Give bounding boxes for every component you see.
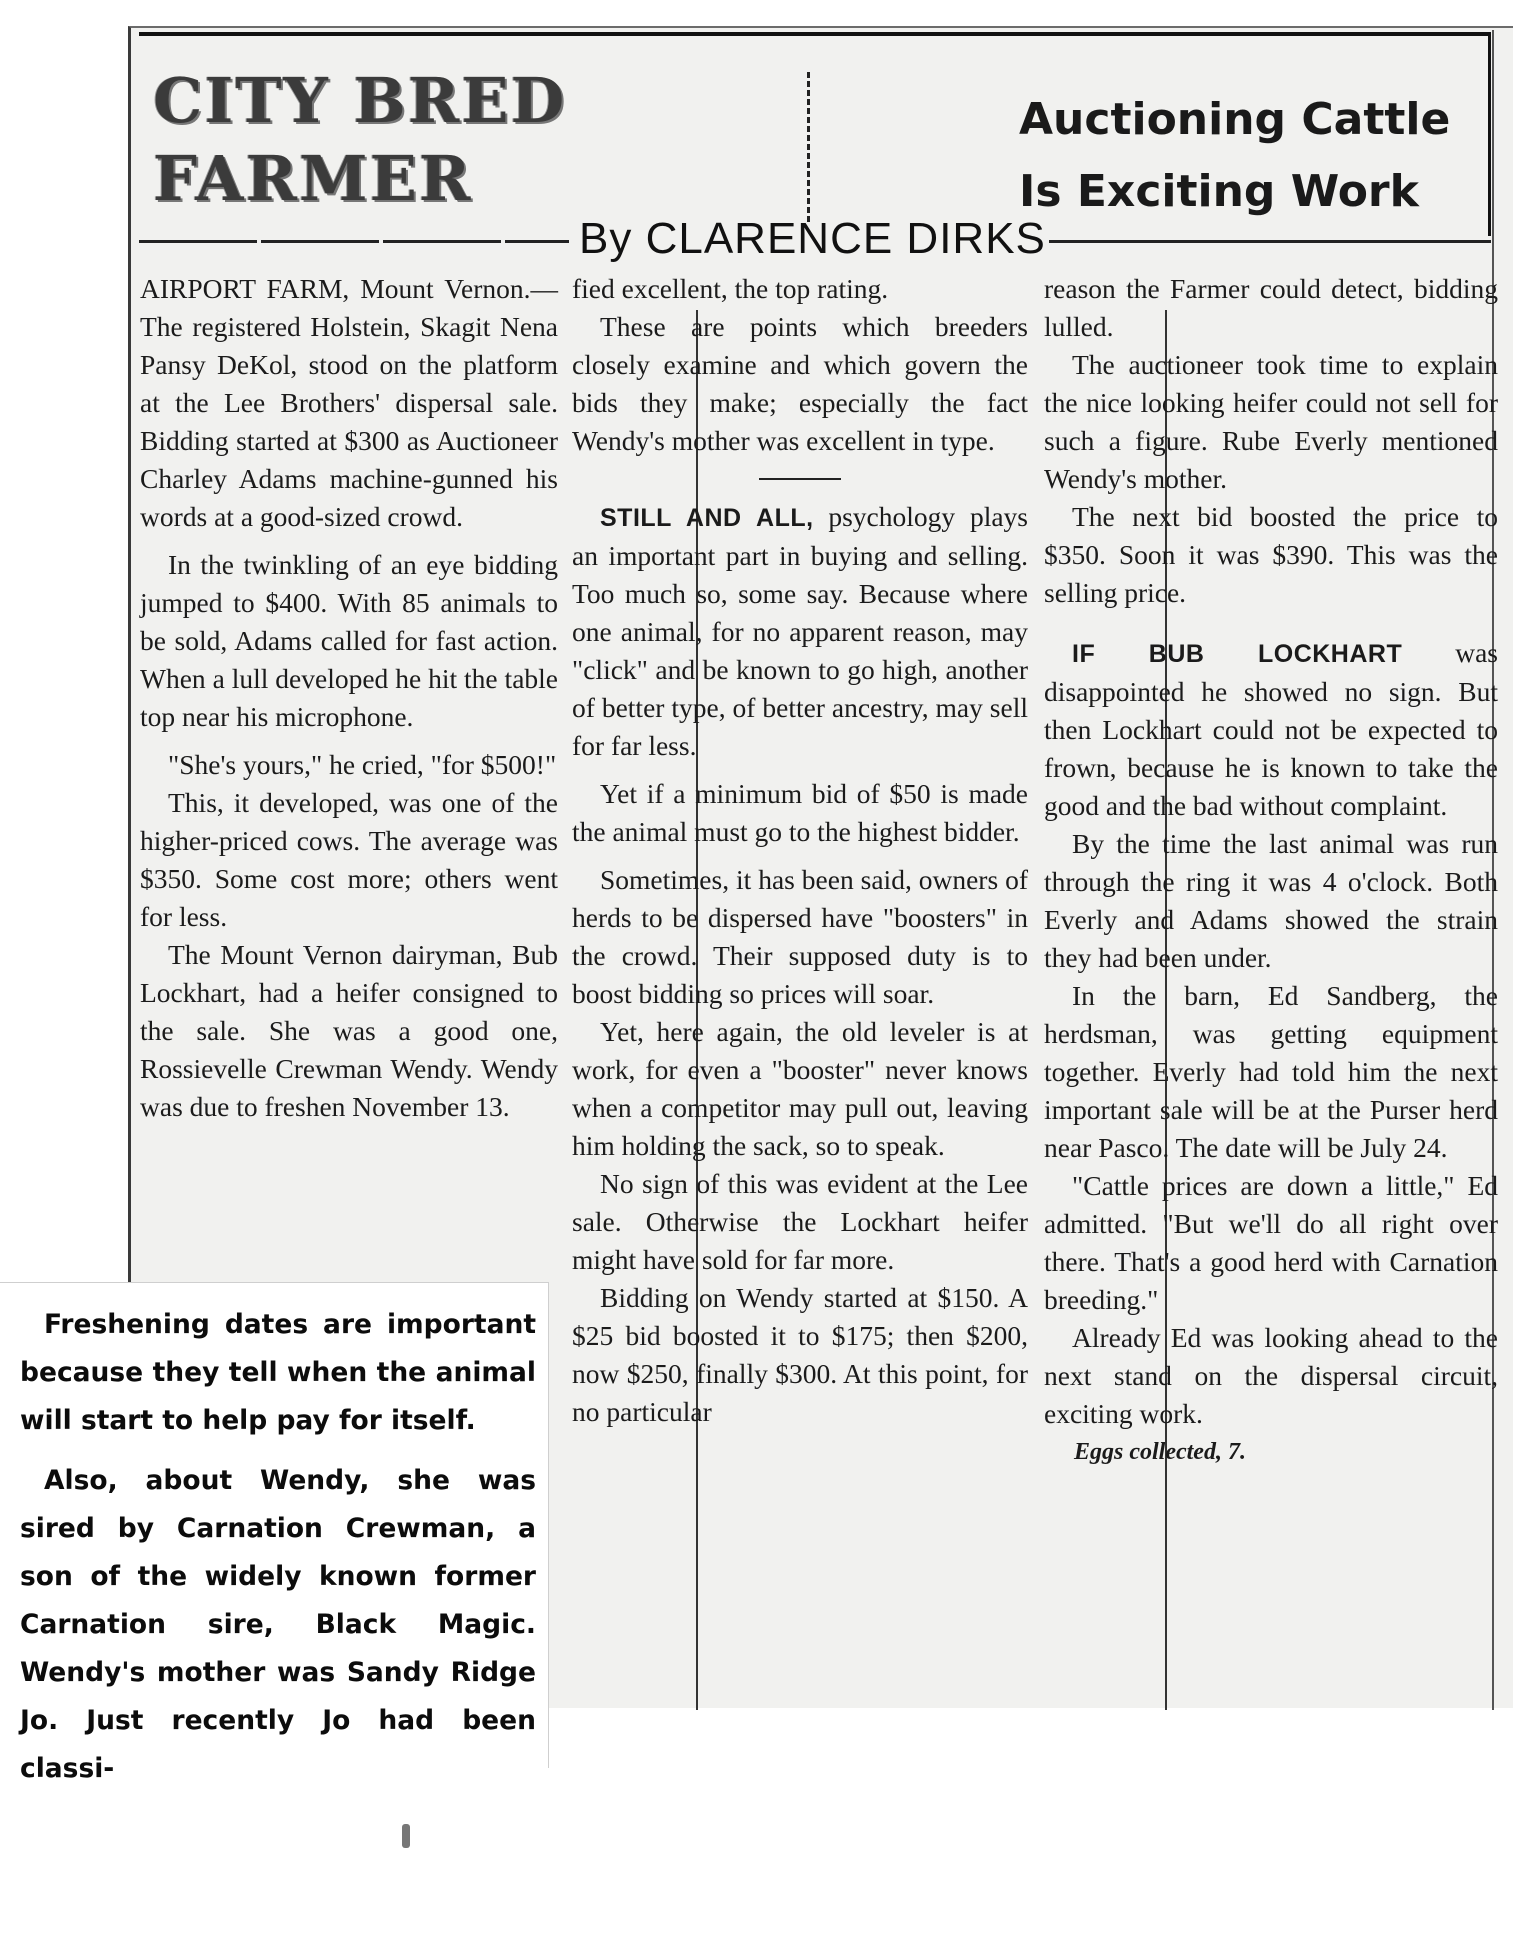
paragraph: AIRPORT FARM, Mount Vernon.—The registered Holstein, Skagit Nena Pansy DeKol, stood on the platform at the Lee Brothers' dispersal sale. Bidding started at $300 as Auctioneer Charley Adams machine-gunned his words at a good-sized crowd. <box>140 273 558 532</box>
paragraph: The Mount Vernon dairyman, Bub Lockhart, had a heifer consigned to the sale. She was a good one, Rossievelle Crewman Wendy. Wendy was due to freshen November 13. <box>140 939 558 1122</box>
scan-speck <box>402 1824 410 1848</box>
headline-line-1: Auctioning Cattle <box>1019 94 1451 145</box>
column-header <box>139 32 1491 263</box>
paragraph: These are points which breeders closely examine and which govern the bids they make; especially the fact Wendy's mother was excellent in type. <box>572 311 1028 456</box>
paragraph: Yet if a minimum bid of $50 is made the animal must go to the highest bidder. <box>572 778 1028 847</box>
lead-text: was disappointed he showed no sign. But then Lockhart could not be expected to frown, because he is known to take the good and the bad without complaint. <box>1044 637 1498 821</box>
paragraph: Yet, here again, the old leveler is at work, for even a "booster" never knows when a competitor may pull out, leaving him holding the sack, so to speak. <box>572 1016 1028 1161</box>
article-column-1 <box>140 270 558 1126</box>
paragraph: By the time the last animal was run through the ring it was 4 o'clock. Both Everly and Adams showed the strain they had been under. <box>1044 828 1498 973</box>
paragraph: reason the Farmer could detect, bidding lulled. <box>1044 273 1498 342</box>
paragraph: fied excellent, the top rating. <box>572 273 889 304</box>
paragraph: In the twinkling of an eye bidding jumped to $400. With 85 animals to be sold, Adams called for fast action. When a lull developed he hit the table top near his microphone. <box>140 549 558 732</box>
lead-text: psychology plays an important part in buying and selling. Too much so, some say. Because where one animal, for no apparent reason, may "click" and be known to go high, another of better type, of better ancestry, may sell for far less. <box>572 501 1028 761</box>
column-title-line-2: FARMER <box>153 142 473 215</box>
slip-paragraph: Freshening dates are important because they tell when the animal will start to help pay for itself. <box>20 1309 536 1436</box>
column-title-line-1: CITY BRED <box>153 64 567 137</box>
article-column-3 <box>1044 270 1498 1471</box>
headline-line-2: Is Exciting Work <box>1019 166 1419 217</box>
article-column-2 <box>572 270 1028 1431</box>
eggs-collected-note: Eggs collected, 7. <box>1074 1439 1246 1465</box>
lead-in: STILL AND ALL, <box>600 504 814 532</box>
paragraph: Sometimes, it has been said, owners of herds to be dispersed have "boosters" in the crowd. Their supposed duty is to boost bidding so prices will soar. <box>572 864 1028 1009</box>
column-title <box>153 62 566 218</box>
paragraph: "She's yours," he cried, "for $500!" <box>168 749 557 780</box>
paragraph: "Cattle prices are down a little," Ed admitted. "But we'll do all right over there. That's a good herd with Carnation breeding." <box>1044 1170 1498 1315</box>
paragraph-lead <box>572 498 1028 765</box>
byline: By CLARENCE DIRKS <box>579 214 1046 263</box>
paragraph: This, it developed, was one of the higher-priced cows. The average was $350. Some cost more; others went for less. <box>140 787 558 932</box>
paragraph: Bidding on Wendy started at $150. A $25 bid boosted it to $175; then $200, now $250, finally $300. At this point, for no particular <box>572 1282 1028 1427</box>
paragraph: The next bid boosted the price to $350. Soon it was $390. This was the selling price. <box>1044 501 1498 608</box>
paragraph: In the barn, Ed Sandberg, the herdsman, was getting equipment together. Everly had told him the next important sale will be at the Purser herd near Pasco. The date will be July 24. <box>1044 980 1498 1163</box>
header-rule-top <box>139 32 1491 36</box>
section-rule <box>759 478 841 480</box>
pasted-clipping-slip <box>0 1282 549 1784</box>
lead-in: IF BUB LOCKHART <box>1072 640 1403 668</box>
paragraph-lead <box>1044 634 1498 825</box>
paragraph: No sign of this was evident at the Lee sale. Otherwise the Lockhart heifer might have sold for far more. <box>572 1168 1028 1275</box>
slip-paragraph: Also, about Wendy, she was sired by Carnation Crewman, a son of the widely known former Carnation sire, Black Magic. Wendy's mother was Sandy Ridge Jo. Just recently Jo had been classi- <box>20 1465 536 1784</box>
header-rule-bottom-left <box>139 240 569 243</box>
paragraph: Already Ed was looking ahead to the next stand on the dispersal circuit, exciting work. <box>1044 1322 1498 1429</box>
headline <box>1019 84 1459 228</box>
slip-text <box>20 1301 536 1805</box>
header-divider <box>807 72 810 222</box>
header-rule-bottom-right <box>1049 240 1491 243</box>
header-rule-right <box>1488 36 1491 236</box>
paragraph: The auctioneer took time to explain the nice looking heifer could not sell for such a figure. Rube Everly mentioned Wendy's mother. <box>1044 349 1498 494</box>
